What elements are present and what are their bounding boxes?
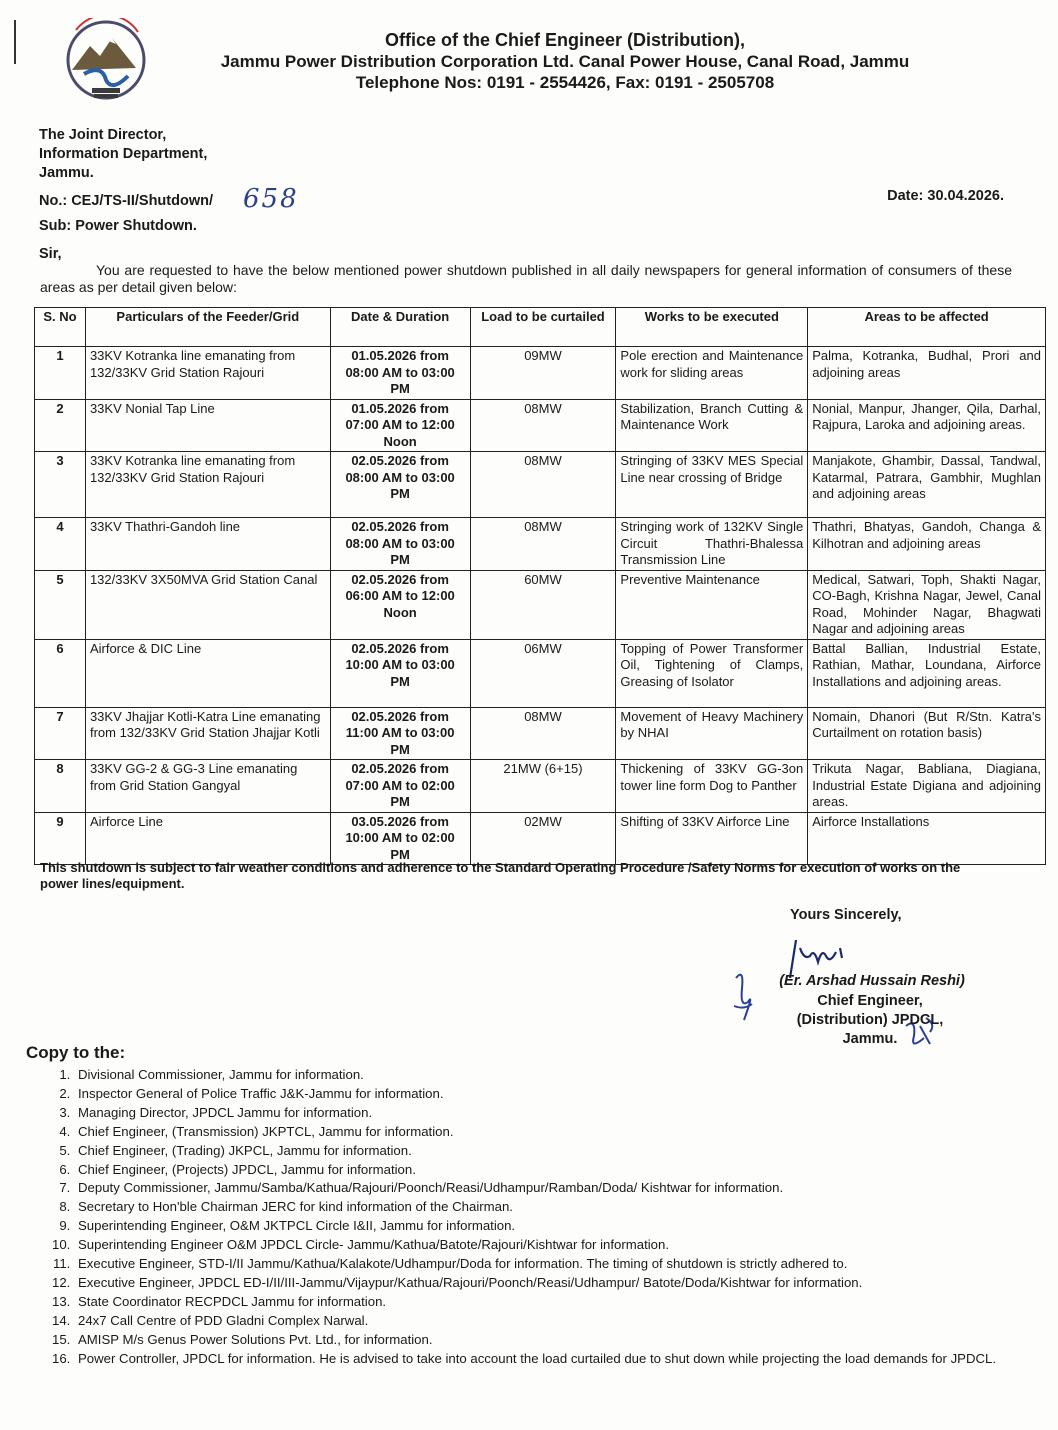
table-cell-load: 02MW	[470, 812, 616, 865]
table-cell-load: 06MW	[470, 639, 616, 707]
table-cell-areas: Airforce Installations	[808, 812, 1046, 865]
subject-line: Sub: Power Shutdown.	[39, 218, 197, 234]
margin-mark	[14, 20, 20, 64]
table-cell-areas: Manjakote, Ghambir, Dassal, Tandwal, Katarmal, Patrara, Gambhir, Mughlan and adjoining areas	[808, 452, 1046, 518]
table-cell-load: 08MW	[470, 707, 616, 760]
table-cell-sno: 7	[35, 707, 86, 760]
table-cell-feeder: 33KV Kotranka line emanating from 132/33KV Grid Station Rajouri	[85, 452, 330, 518]
table-row	[35, 639, 1046, 707]
copy-to-item: 4. Chief Engineer, (Transmission) JKPTCL, Jammu for information.	[74, 1123, 1054, 1142]
table-cell-works: Pole erection and Maintenance work for sliding areas	[616, 347, 808, 400]
table-row	[35, 707, 1046, 760]
table-cell-date: 01.05.2026 from 08:00 AM to 03:00 PM	[330, 347, 470, 400]
copy-to-item: 11. Executive Engineer, STD-I/II Jammu/Kathua/Kalakote/Udhampur/Doda for information. The timing of shutdown is strictly adhered to.	[74, 1255, 1054, 1274]
table-cell-works: Preventive Maintenance	[616, 570, 808, 639]
table-cell-areas: Nomain, Dhanori (But R/Stn. Katra's Curtailment on rotation basis)	[808, 707, 1046, 760]
table-cell-feeder: 33KV Jhajjar Kotli-Katra Line emanating from 132/33KV Grid Station Jhajjar Kotli	[85, 707, 330, 760]
column-header: Works to be executed	[616, 308, 808, 347]
table-cell-areas: Battal Ballian, Industrial Estate, Rathian, Mathar, Loundana, Airforce Installations and adjoining areas.	[808, 639, 1046, 707]
copy-to-item: 2. Inspector General of Police Traffic J&K-Jammu for information.	[74, 1085, 1054, 1104]
table-cell-load: 08MW	[470, 518, 616, 571]
copy-to-heading: Copy to the:	[26, 1043, 126, 1062]
handwritten-reference-number: 658	[243, 184, 299, 214]
copy-to-item: 8. Secretary to Hon'ble Chairman JERC for kind information of the Chairman.	[74, 1198, 1054, 1217]
copy-to-item: 3. Managing Director, JPDCL Jammu for information.	[74, 1104, 1054, 1123]
table-row	[35, 760, 1046, 813]
table-cell-works: Movement of Heavy Machinery by NHAI	[616, 707, 808, 760]
column-header: S. No	[35, 308, 86, 347]
letter-date: Date: 30.04.2026.	[887, 188, 1004, 204]
column-header: Particulars of the Feeder/Grid	[85, 308, 330, 347]
table-row	[35, 399, 1046, 452]
table-cell-sno: 2	[35, 399, 86, 452]
table-cell-sno: 4	[35, 518, 86, 571]
table-cell-feeder: 33KV GG-2 & GG-3 Line emanating from Grid Station Gangyal	[85, 760, 330, 813]
copy-to-item: 1. Divisional Commissioner, Jammu for information.	[74, 1066, 1054, 1085]
column-header: Load to be curtailed	[470, 308, 616, 347]
table-cell-date: 02.05.2026 from 07:00 AM to 02:00 PM	[330, 760, 470, 813]
signatory-name: (Er. Arshad Hussain Reshi)	[779, 973, 965, 989]
table-row	[35, 570, 1046, 639]
copy-to-item: 5. Chief Engineer, (Trading) JKPCL, Jammu for information.	[74, 1142, 1054, 1161]
copy-to-item: 16. Power Controller, JPDCL for information. He is advised to take into account the load curtailed due to shut down while projecting the load demands for JPDCL.	[74, 1350, 1054, 1369]
closing: Yours Sincerely,	[790, 907, 902, 923]
signatory-city: Jammu.	[842, 1031, 898, 1047]
table-cell-feeder: Airforce & DIC Line	[85, 639, 330, 707]
table-cell-feeder: 132/33KV 3X50MVA Grid Station Canal	[85, 570, 330, 639]
copy-to-item: 10. Superintending Engineer O&M JPDCL Circle- Jammu/Kathua/Batote/Rajouri/Kishtwar for information.	[74, 1236, 1054, 1255]
table-cell-sno: 6	[35, 639, 86, 707]
addressee-line: Jammu.	[39, 165, 94, 181]
copy-to-item: 14. 24x7 Call Centre of PDD Gladni Complex Narwal.	[74, 1312, 1054, 1331]
column-header: Date & Duration	[330, 308, 470, 347]
table-cell-date: 02.05.2026 from 06:00 AM to 12:00 Noon	[330, 570, 470, 639]
table-cell-date: 02.05.2026 from 10:00 AM to 03:00 PM	[330, 639, 470, 707]
table-cell-areas: Medical, Satwari, Toph, Shakti Nagar, CO-Bagh, Krishna Nagar, Jewel, Canal Road, Mohinder Nagar, Bhagwati Nagar and adjoining areas	[808, 570, 1046, 639]
table-cell-load: 08MW	[470, 452, 616, 518]
table-cell-feeder: 33KV Thathri-Gandoh line	[85, 518, 330, 571]
table-cell-works: Shifting of 33KV Airforce Line	[616, 812, 808, 865]
table-cell-works: Stringing of 33KV MES Special Line near crossing of Bridge	[616, 452, 808, 518]
table-cell-load: 08MW	[470, 399, 616, 452]
signatory-office: (Distribution) JPDCL,	[796, 1012, 944, 1028]
addressee-line: Information Department,	[39, 146, 208, 162]
table-cell-sno: 9	[35, 812, 86, 865]
table-row	[35, 812, 1046, 865]
table-cell-works: Stabilization, Branch Cutting & Maintenance Work	[616, 399, 808, 452]
letterhead-phone: Telephone Nos: 0191 - 2554426, Fax: 0191 - 2505708	[355, 73, 775, 92]
copy-to-item: 12. Executive Engineer, JPDCL ED-I/II/III-Jammu/Vijaypur/Kathua/Rajouri/Poonch/Reasi/Udhampur/ Batote/Doda/Kishtwar for information.	[74, 1274, 1054, 1293]
letterhead-company: Jammu Power Distribution Corporation Ltd. Canal Power House, Canal Road, Jammu	[220, 52, 910, 71]
column-header: Areas to be affected	[808, 308, 1046, 347]
table-row	[35, 518, 1046, 571]
salutation: Sir,	[39, 246, 62, 262]
copy-to-item: 13. State Coordinator RECPDCL Jammu for information.	[74, 1293, 1054, 1312]
table-cell-works: Topping of Power Transformer Oil, Tightening of Clamps, Greasing of Isolator	[616, 639, 808, 707]
table-cell-sno: 5	[35, 570, 86, 639]
shutdown-schedule-table	[34, 307, 1046, 865]
table-cell-works: Stringing work of 132KV Single Circuit Thathri-Bhalessa Transmission Line	[616, 518, 808, 571]
copy-to-item: 15. AMISP M/s Genus Power Solutions Pvt. Ltd., for information.	[74, 1331, 1054, 1350]
letterhead	[150, 30, 980, 93]
table-cell-feeder: 33KV Nonial Tap Line	[85, 399, 330, 452]
table-cell-feeder: 33KV Kotranka line emanating from 132/33KV Grid Station Rajouri	[85, 347, 330, 400]
table-cell-date: 01.05.2026 from 07:00 AM to 12:00 Noon	[330, 399, 470, 452]
table-cell-sno: 8	[35, 760, 86, 813]
copy-to-item: 9. Superintending Engineer, O&M JKTPCL Circle I&II, Jammu for information.	[74, 1217, 1054, 1236]
table-cell-date: 02.05.2026 from 11:00 AM to 03:00 PM	[330, 707, 470, 760]
table-header-row	[35, 308, 1046, 347]
table-cell-areas: Palma, Kotranka, Budhal, Prori and adjoining areas	[808, 347, 1046, 400]
table-cell-areas: Nonial, Manpur, Jhanger, Qila, Darhal, Rajpura, Laroka and adjoining areas.	[808, 399, 1046, 452]
copy-to-list	[40, 1066, 1054, 1369]
addressee	[39, 126, 207, 183]
table-cell-areas: Thathri, Bhatyas, Gandoh, Changa & Kilhotran and adjoining areas	[808, 518, 1046, 571]
letterhead-office: Office of the Chief Engineer (Distribution),	[385, 30, 745, 50]
table-cell-date: 03.05.2026 from 10:00 AM to 02:00 PM	[330, 812, 470, 865]
table-cell-load: 60MW	[470, 570, 616, 639]
addressee-line: The Joint Director,	[39, 127, 167, 143]
table-cell-load: 09MW	[470, 347, 616, 400]
table-row	[35, 347, 1046, 400]
reference-number: No.: CEJ/TS-II/Shutdown/	[39, 193, 213, 209]
intro-paragraph: You are requested to have the below mentioned power shutdown published in all daily newspapers for general information of consumers of these areas as per detail given below:	[40, 262, 1012, 295]
table-cell-feeder: Airforce Line	[85, 812, 330, 865]
table-cell-areas: Trikuta Nagar, Babliana, Diagiana, Industrial Estate Digiana and adjoining areas.	[808, 760, 1046, 813]
table-cell-sno: 1	[35, 347, 86, 400]
table-cell-sno: 3	[35, 452, 86, 518]
table-cell-date: 02.05.2026 from 08:00 AM to 03:00 PM	[330, 518, 470, 571]
signatory-designation: Chief Engineer,	[817, 993, 923, 1009]
table-cell-date: 02.05.2026 from 08:00 AM to 03:00 PM	[330, 452, 470, 518]
table-cell-load: 21MW (6+15)	[470, 760, 616, 813]
copy-to-item: 6. Chief Engineer, (Projects) JPDCL, Jammu for information.	[74, 1161, 1054, 1180]
table-cell-works: Thickening of 33KV GG-3on tower line form Dog to Panther	[616, 760, 808, 813]
jpdcl-logo-icon	[56, 18, 162, 104]
copy-to-item: 7. Deputy Commissioner, Jammu/Samba/Kathua/Rajouri/Poonch/Reasi/Udhampur/Ramban/Doda/ Kishtwar for information.	[74, 1179, 1054, 1198]
table-row	[35, 452, 1046, 518]
shutdown-note: This shutdown is subject to fair weather conditions and adherence to the Standard Operating Procedure /Safety Norms for execution of works on the power lines/equipment.	[40, 860, 961, 891]
